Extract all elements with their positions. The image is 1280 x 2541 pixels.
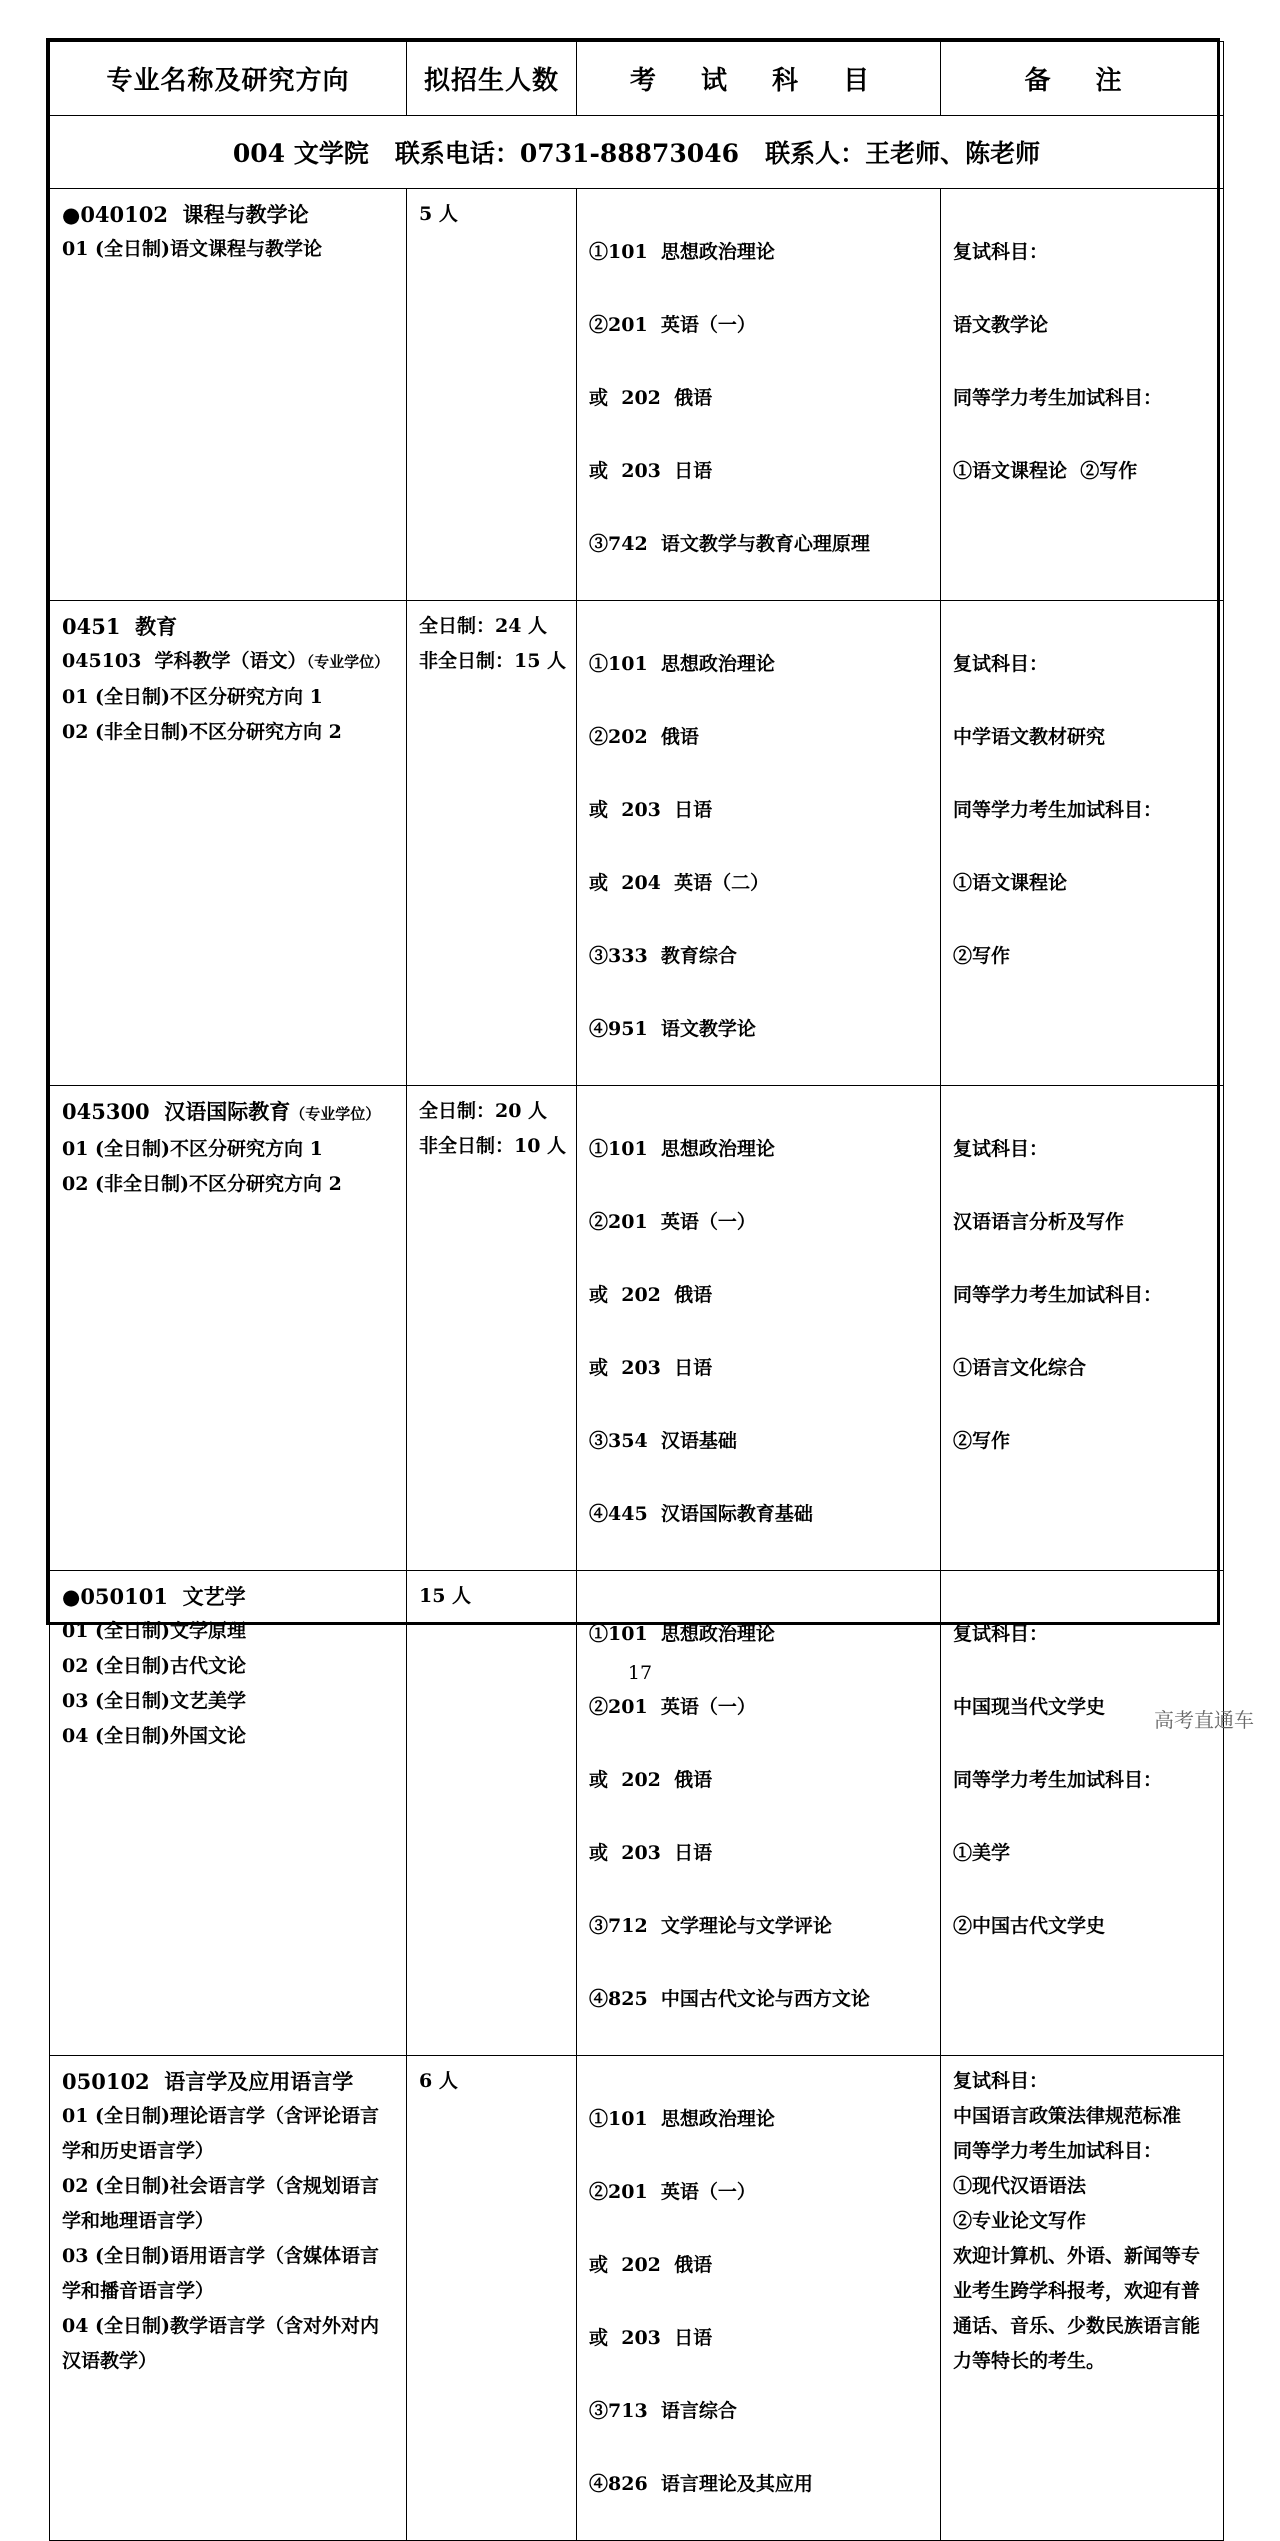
major-cell xyxy=(50,189,407,601)
note-item: 复试科目： xyxy=(953,1138,1049,1160)
department-row xyxy=(50,116,1224,189)
major-cell xyxy=(50,1571,407,2056)
note-item: 语文教学论 xyxy=(953,314,1049,336)
note-item: 复试科目： xyxy=(953,2070,1049,2092)
note-item: 欢迎计算机、外语、新闻等专业考生跨学科报考，欢迎有普通话、音乐、少数民族语言能力等特长的考生。 xyxy=(953,2245,1201,2372)
subject-item: 或 203 日语 xyxy=(589,1842,713,1864)
major-title: ●050101 文艺学 xyxy=(62,1584,246,1609)
direction-item: 03 (全日制)文艺美学 xyxy=(62,1690,247,1712)
enrollment-cell xyxy=(407,1571,577,2056)
direction-item: 01 (全日制)文学原理 xyxy=(62,1620,247,1642)
subject-item: 或 202 俄语 xyxy=(589,1769,713,1791)
note-item: 同等学力考生加试科目： xyxy=(953,1769,1163,1791)
subject-item: ③742 语文教学与教育心理原理 xyxy=(589,533,870,555)
subject-item: ①101 思想政治理论 xyxy=(589,653,775,675)
note-item: 复试科目： xyxy=(953,1623,1049,1645)
subject-item: ④825 中国古代文论与西方文论 xyxy=(589,1988,870,2010)
header-row xyxy=(50,42,1224,116)
direction-item: 01 (全日制)不区分研究方向 1 xyxy=(62,686,323,708)
direction-item: 01 (全日制)语文课程与教学论 xyxy=(62,238,323,260)
subject-item: ①101 思想政治理论 xyxy=(589,2108,775,2130)
major-subtitle: 045103 学科教学（语文）（专业学位） xyxy=(62,650,390,672)
enrollment-value: 15 人 xyxy=(419,1585,472,1607)
direction-item: 01 (全日制)不区分研究方向 1 xyxy=(62,1138,323,1160)
subject-item: ③354 汉语基础 xyxy=(589,1430,737,1452)
subjects-cell xyxy=(577,1571,941,2056)
subject-item: ②201 英语（一） xyxy=(589,1696,756,1718)
notes-cell xyxy=(941,1086,1224,1571)
subject-item: 或 203 日语 xyxy=(589,799,713,821)
subjects-cell xyxy=(577,1086,941,1571)
major-cell xyxy=(50,601,407,1086)
note-item: 中学语文教材研究 xyxy=(953,726,1106,748)
note-item: 中国现当代文学史 xyxy=(953,1696,1106,1718)
table-row xyxy=(50,601,1224,1086)
subjects-cell xyxy=(577,2056,941,2541)
direction-item: 01 (全日制)理论语言学（含评论语言学和历史语言学） xyxy=(62,2105,380,2162)
major-title: 050102 语言学及应用语言学 xyxy=(62,2069,354,2094)
subject-item: ④826 语言理论及其应用 xyxy=(589,2473,813,2495)
note-item: ①语文课程论 xyxy=(953,872,1068,894)
subject-item: ①101 思想政治理论 xyxy=(589,241,775,263)
subject-item: 或 203 日语 xyxy=(589,460,713,482)
subject-item: ③713 语言综合 xyxy=(589,2400,737,2422)
watermark: 高考直通车 xyxy=(1154,1708,1254,1732)
table-row xyxy=(50,1086,1224,1571)
enrollment-cell xyxy=(407,1086,577,1571)
direction-item: 04 (全日制)教学语言学（含对外对内汉语教学） xyxy=(62,2315,380,2372)
subject-item: 或 203 日语 xyxy=(589,2327,713,2349)
subject-item: ④445 汉语国际教育基础 xyxy=(589,1503,813,1525)
direction-item: 03 (全日制)语用语言学（含媒体语言学和播音语言学） xyxy=(62,2245,380,2302)
enrollment-cell xyxy=(407,601,577,1086)
notes-cell xyxy=(941,189,1224,601)
note-item: ①美学 xyxy=(953,1842,1011,1864)
header-enrollment: 拟招生人数 xyxy=(407,42,577,116)
subject-item: ①101 思想政治理论 xyxy=(589,1138,775,1160)
subject-item: 或 202 俄语 xyxy=(589,1284,713,1306)
subject-item: 或 203 日语 xyxy=(589,1357,713,1379)
subject-item: ①101 思想政治理论 xyxy=(589,1623,775,1645)
table-row xyxy=(50,2056,1224,2541)
subject-item: ③712 文学理论与文学评论 xyxy=(589,1915,832,1937)
note-item: 同等学力考生加试科目： xyxy=(953,387,1163,409)
note-item: ②写作 xyxy=(953,945,1011,967)
note-item: 同等学力考生加试科目： xyxy=(953,2140,1163,2162)
note-item: ①语文课程论 ②写作 xyxy=(953,460,1138,482)
subject-item: ②201 英语（一） xyxy=(589,2181,756,2203)
subject-item: 或 202 俄语 xyxy=(589,387,713,409)
notes-cell xyxy=(941,2056,1224,2541)
enrollment-cell xyxy=(407,189,577,601)
enrollment-value: 5 人 xyxy=(419,203,458,225)
subject-item: ②201 英语（一） xyxy=(589,1211,756,1233)
subject-item: ②201 英语（一） xyxy=(589,314,756,336)
note-item: 同等学力考生加试科目： xyxy=(953,1284,1163,1306)
header-major: 专业名称及研究方向 xyxy=(50,42,407,116)
notes-cell xyxy=(941,1571,1224,2056)
department-info: 004 文学院 联系电话：0731-88873046 联系人：王老师、陈老师 xyxy=(50,116,1224,189)
subjects-cell xyxy=(577,189,941,601)
admission-table xyxy=(49,41,1224,2541)
header-notes: 备 注 xyxy=(941,42,1224,116)
major-title: 0451 教育 xyxy=(62,614,178,639)
major-title: 045300 汉语国际教育（专业学位） xyxy=(62,1099,381,1124)
direction-item: 02 (全日制)古代文论 xyxy=(62,1655,247,1677)
header-subjects: 考 试 科 目 xyxy=(577,42,941,116)
subject-item: ②202 俄语 xyxy=(589,726,699,748)
direction-item: 02 (全日制)社会语言学（含规划语言学和地理语言学） xyxy=(62,2175,380,2232)
enrollment-value: 6 人 xyxy=(419,2070,458,2092)
subject-item: ③333 教育综合 xyxy=(589,945,737,967)
major-cell xyxy=(50,2056,407,2541)
page-number: 17 xyxy=(627,1662,653,1684)
enrollment-value: 非全日制：15 人 xyxy=(419,650,567,672)
note-item: 中国语言政策法律规范标准 xyxy=(953,2105,1182,2127)
direction-item: 02 (非全日制)不区分研究方向 2 xyxy=(62,721,342,743)
table-row xyxy=(50,189,1224,601)
subject-item: ④951 语文教学论 xyxy=(589,1018,756,1040)
subjects-cell xyxy=(577,601,941,1086)
enrollment-value: 非全日制：10 人 xyxy=(419,1135,567,1157)
direction-item: 04 (全日制)外国文论 xyxy=(62,1725,247,1747)
note-item: ①现代汉语语法 xyxy=(953,2175,1087,2197)
note-item: 复试科目： xyxy=(953,653,1049,675)
enrollment-cell xyxy=(407,2056,577,2541)
subject-item: 或 202 俄语 xyxy=(589,2254,713,2276)
table-row xyxy=(50,1571,1224,2056)
notes-cell xyxy=(941,601,1224,1086)
enrollment-value: 全日制：20 人 xyxy=(419,1100,548,1122)
major-title: ●040102 课程与教学论 xyxy=(62,202,309,227)
note-item: 同等学力考生加试科目： xyxy=(953,799,1163,821)
note-item: ②中国古代文学史 xyxy=(953,1915,1106,1937)
note-item: ②写作 xyxy=(953,1430,1011,1452)
subject-item: 或 204 英语（二） xyxy=(589,872,770,894)
note-item: ②专业论文写作 xyxy=(953,2210,1087,2232)
direction-item: 02 (非全日制)不区分研究方向 2 xyxy=(62,1173,342,1195)
note-item: ①语言文化综合 xyxy=(953,1357,1087,1379)
enrollment-value: 全日制：24 人 xyxy=(419,615,548,637)
note-item: 汉语语言分析及写作 xyxy=(953,1211,1125,1233)
major-cell xyxy=(50,1086,407,1571)
note-item: 复试科目： xyxy=(953,241,1049,263)
